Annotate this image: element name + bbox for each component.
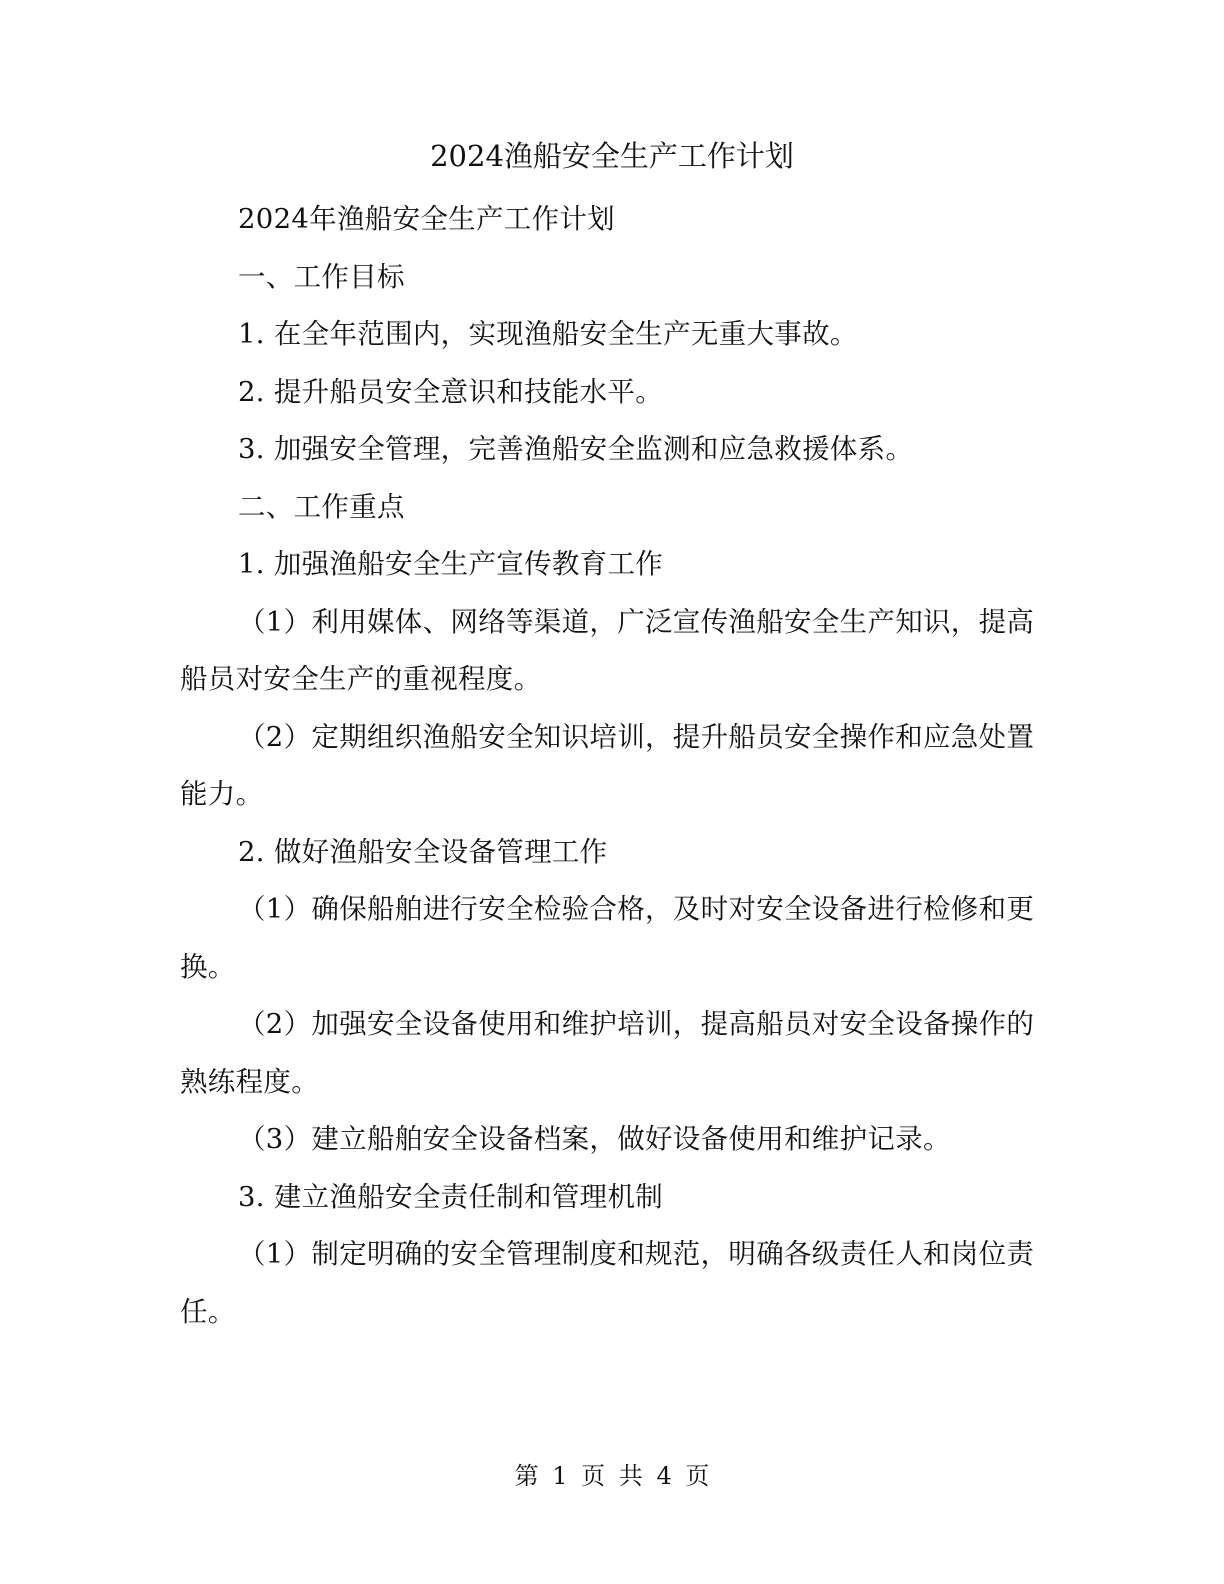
list-item: 2. 提升船员安全意识和技能水平。	[238, 375, 664, 408]
document-body	[180, 191, 1036, 1341]
list-item: 1. 在全年范围内，实现渔船安全生产无重大事故。	[238, 318, 858, 350]
sub-item: （1）确保船舶进行安全检验合格，及时对安全设备进行检修和更换。	[180, 893, 1035, 983]
sub-item: （1）利用媒体、网络等渠道，广泛宣传渔船安全生产知识，提高船员对安全生产的重视程度。	[180, 605, 1035, 695]
list-item: 3. 建立渔船安全责任制和管理机制	[238, 1180, 664, 1213]
section-heading: 二、工作重点	[238, 490, 405, 523]
list-item: 1. 加强渔船安全生产宣传教育工作	[238, 548, 664, 580]
sub-item: （1）制定明确的安全管理制度和规范，明确各级责任人和岗位责任。	[180, 1238, 1035, 1328]
list-item: 3. 加强安全管理，完善渔船安全监测和应急救援体系。	[238, 433, 914, 465]
sub-item: （2）加强安全设备使用和维护培训，提高船员对安全设备操作的熟练程度。	[180, 1008, 1035, 1098]
document-title: 2024渔船安全生产工作计划	[430, 139, 794, 173]
sub-item: （2）定期组织渔船安全知识培训，提升船员安全操作和应急处置能力。	[180, 720, 1035, 810]
section-heading: 一、工作目标	[238, 260, 405, 293]
sub-item: （3）建立船舶安全设备档案，做好设备使用和维护记录。	[238, 1123, 951, 1155]
page-number-footer: 第 1 页 共 4 页	[514, 1462, 710, 1490]
paragraph: 2024年渔船安全生产工作计划	[238, 203, 615, 235]
list-item: 2. 做好渔船安全设备管理工作	[238, 835, 608, 868]
